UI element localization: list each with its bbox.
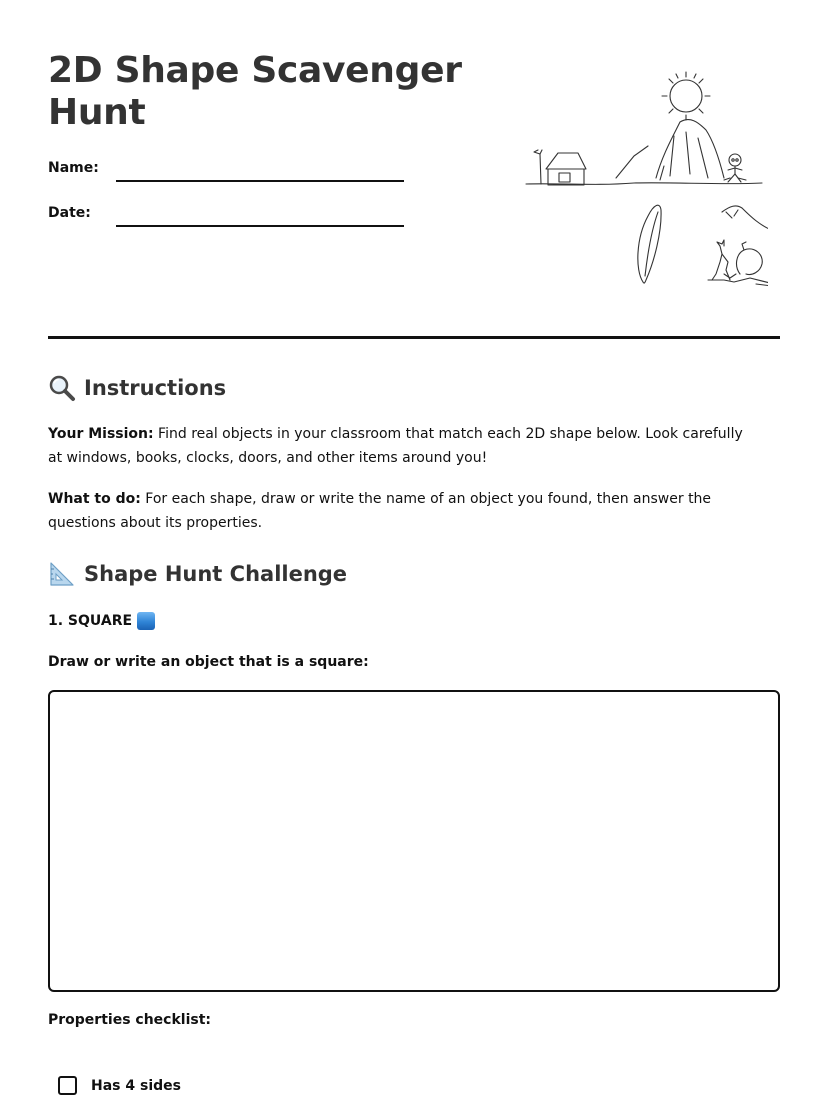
todo-text: For each shape, draw or write the name of an object you found, then answer the questions about its properties. <box>48 491 712 531</box>
challenge-title: Shape Hunt Challenge <box>84 562 348 586</box>
sun-icon <box>662 72 710 120</box>
checklist-item[interactable] <box>58 1076 181 1095</box>
instructions-heading <box>48 374 226 402</box>
mission-text: Find real objects in your classroom that match each 2D shape below. Look carefully at windows, books, clocks, doors, and other items around you! <box>48 426 743 466</box>
mission-paragraph <box>48 422 760 470</box>
square-drawing-area[interactable] <box>48 690 780 992</box>
checkbox[interactable] <box>58 1076 77 1095</box>
mountain-icon <box>616 120 724 180</box>
name-field[interactable] <box>48 160 408 190</box>
square-section-heading <box>48 612 155 630</box>
surfboard-icon <box>638 205 661 283</box>
hand-drawn-illustration <box>524 66 768 294</box>
challenge-heading <box>48 560 347 588</box>
todo-paragraph <box>48 487 760 535</box>
header-divider <box>48 336 780 339</box>
square-draw-prompt: Draw or write an object that is a square: <box>48 654 369 670</box>
stick-figure-icon <box>724 154 746 182</box>
checklist-item-label: Has 4 sides <box>91 1077 181 1094</box>
date-label: Date: <box>48 205 91 221</box>
instructions-title: Instructions <box>84 376 227 400</box>
mission-label: Your Mission: <box>48 426 154 442</box>
date-field[interactable] <box>48 205 408 235</box>
page-title: 2D Shape Scavenger Hunt <box>48 50 462 133</box>
square-heading-label: 1. SQUARE <box>48 613 133 629</box>
kangaroo-icon <box>708 240 768 286</box>
blue-square-icon <box>137 612 155 630</box>
ground-line <box>526 183 762 185</box>
date-line[interactable] <box>116 225 404 227</box>
magnifying-glass-icon <box>48 374 76 402</box>
name-line[interactable] <box>116 180 404 182</box>
triangular-ruler-icon <box>48 560 76 588</box>
small-mountain-icon <box>722 206 768 232</box>
todo-label: What to do: <box>48 491 141 507</box>
name-label: Name: <box>48 160 99 176</box>
house-icon <box>534 150 586 185</box>
properties-checklist-label: Properties checklist: <box>48 1012 211 1028</box>
